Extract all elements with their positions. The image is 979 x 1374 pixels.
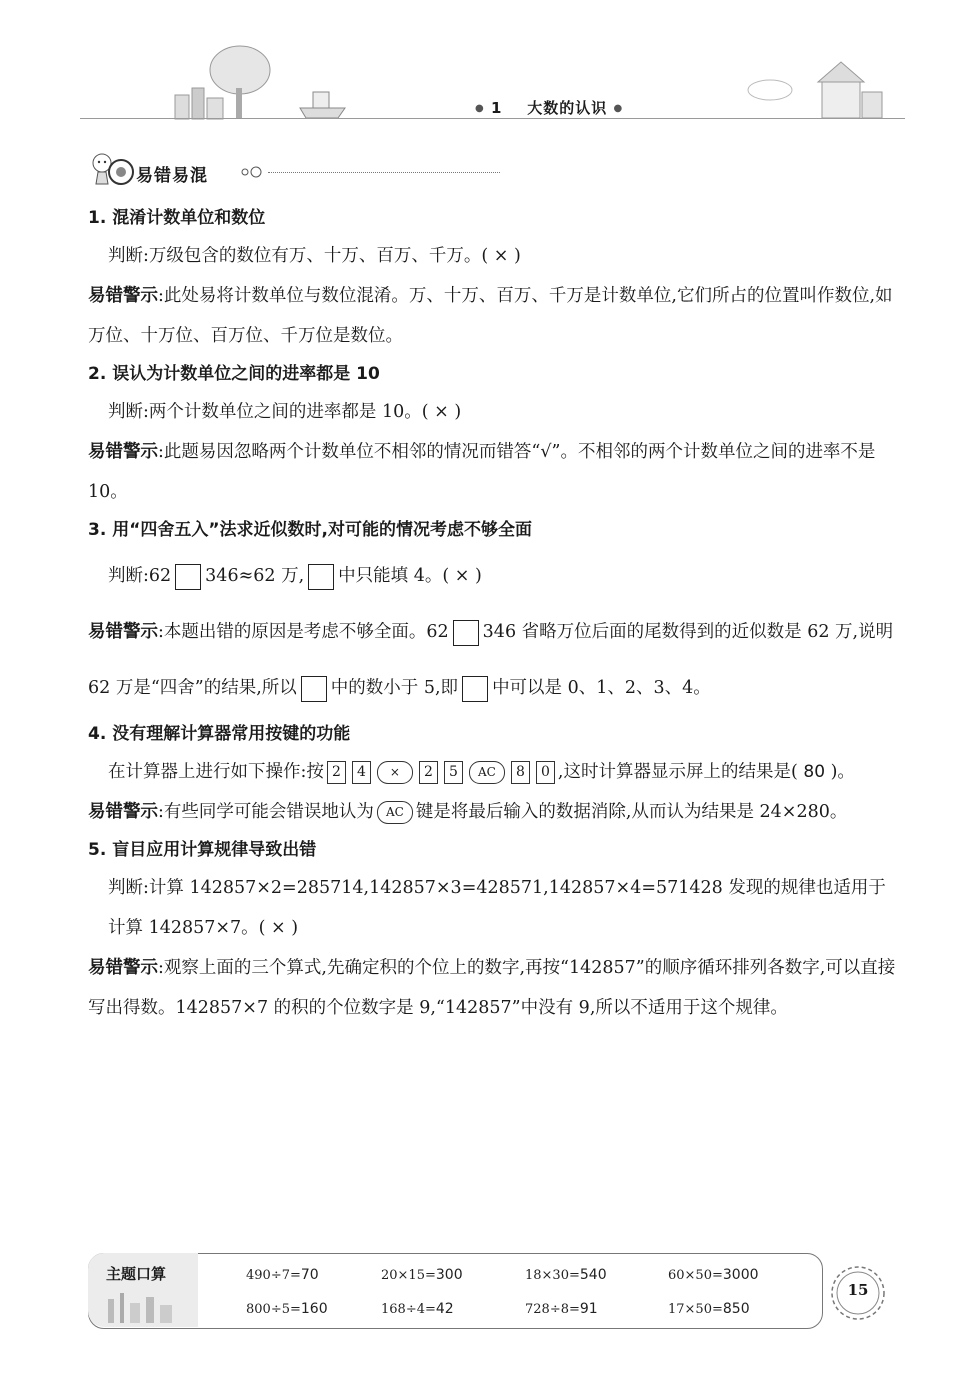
item-5-warning-text: :观察上面的三个算式,先确定积的个位上的数字,再按“142857”的顺序循环排列各数字,可以直接写出得数。142857×7 的积的个位数字是 9,“142857”中没有 9,所以不适用于这个规律。	[88, 958, 896, 1018]
calc-problem: 800÷5=160	[246, 1301, 328, 1317]
warning-label: 易错警示	[88, 286, 158, 306]
blank-box	[308, 564, 334, 590]
section-label	[88, 150, 508, 190]
calc-problem: 18×30=540	[525, 1267, 607, 1283]
item-5-warning	[88, 948, 903, 1028]
item-3-judgment-a: 判断:62	[108, 566, 172, 586]
item-4-question-c: )。	[830, 762, 855, 782]
chapter-title: 大数的认识	[527, 99, 608, 117]
bullet-icon: ●	[613, 103, 624, 114]
item-3-judgment-c: 中只能填 4。( × )	[338, 566, 482, 586]
chapter-heading	[475, 97, 623, 118]
item-3-judgment	[88, 548, 903, 604]
page-number: 15	[847, 1281, 869, 1299]
calc-key: 2	[327, 761, 346, 784]
item-2-warning-text: :此题易因忽略两个计数单位不相邻的情况而错答“√”。不相邻的两个计数单位之间的进率不是 10。	[88, 442, 876, 502]
warning-label: 易错警示	[88, 802, 158, 822]
blank-box	[462, 676, 488, 702]
item-5-title: 5. 盲目应用计算规律导致出错	[88, 840, 317, 860]
calc-problem: 490÷7=70	[246, 1267, 319, 1283]
item-3-warning-d: 中可以是 0、1、2、3、4。	[492, 678, 711, 698]
footer-tab	[88, 1253, 198, 1327]
item-2-judgment: 判断:两个计数单位之间的进率都是 10。( × )	[108, 402, 462, 422]
header-rule	[80, 118, 905, 119]
item-4-question	[88, 752, 903, 792]
item-4-question-b: ,这时计算器显示屏上的结果是(	[557, 762, 798, 782]
warning-label: 易错警示	[88, 622, 158, 642]
item-4-title: 4. 没有理解计算器常用按键的功能	[88, 724, 351, 744]
footer-title: 主题口算	[106, 1265, 167, 1283]
calc-key-ac: AC	[377, 801, 413, 824]
calc-key: 5	[444, 761, 463, 784]
calc-key: 4	[352, 761, 371, 784]
item-4-question-a: 在计算器上进行如下操作:按	[108, 762, 324, 782]
calc-problem: 728÷8=91	[525, 1301, 598, 1317]
item-1-warning-text: :此处易将计数单位与数位混淆。万、十万、百万、千万是计数单位,它们所占的位置叫作数位,如万位、十万位、百万位、千万位是数位。	[88, 286, 893, 346]
item-2-warning	[88, 432, 903, 512]
calc-key: 8	[511, 761, 530, 784]
chapter-number: 1	[490, 99, 503, 117]
item-4-warning	[88, 792, 903, 832]
item-4-warning-b: 键是将最后输入的数据消除,从而认为结果是 24×280。	[415, 802, 848, 822]
blank-box	[453, 620, 479, 646]
calc-key-multiply: ×	[377, 761, 413, 784]
item-3-judgment-b: 346≈62 万,	[205, 566, 305, 586]
item-3-warning-c: 中的数小于 5,即	[330, 678, 459, 698]
item-1-judgment: 判断:万级包含的数位有万、十万、百万、千万。( × )	[108, 246, 521, 266]
calc-key: 2	[419, 761, 438, 784]
item-1-title: 1. 混淆计数单位和数位	[88, 208, 266, 228]
calc-problem: 17×50=850	[668, 1301, 750, 1317]
section-title: 易错易混	[136, 166, 208, 186]
warning-label: 易错警示	[88, 442, 158, 462]
circle-ornament-icon	[240, 166, 264, 178]
warning-label: 易错警示	[88, 958, 158, 978]
item-3-warning-b: 346 省略万位后面的尾数得到的近似数是 62 万,说明 62 万是“四舍”的结果,所以	[88, 622, 894, 698]
page-number-badge	[827, 1262, 889, 1324]
footer-panel	[88, 1253, 823, 1329]
section-dotted-rule	[268, 172, 500, 173]
bullet-icon: ●	[475, 103, 485, 114]
item-3-title: 3. 用“四舍五入”法求近似数时,对可能的情况考虑不够全面	[88, 520, 533, 540]
content-area	[88, 200, 903, 1028]
blank-box	[301, 676, 327, 702]
item-1-warning	[88, 276, 903, 356]
calc-problem: 168÷4=42	[381, 1301, 454, 1317]
calc-key: 0	[536, 761, 555, 784]
item-2-title: 2. 误认为计数单位之间的进率都是 10	[88, 364, 380, 384]
item-5-judgment: 判断:计算 142857×2=285714,142857×3=428571,142857×4=571428 发现的规律也适用于计算 142857×7。( × )	[108, 878, 886, 938]
skyline-icon	[98, 1289, 188, 1325]
page-header	[0, 0, 979, 140]
calc-problem: 60×50=3000	[668, 1267, 759, 1283]
item-4-warning-a: :有些同学可能会错误地认为	[158, 802, 374, 822]
cartoon-kid-icon	[88, 150, 134, 190]
blank-box	[175, 564, 201, 590]
footer-border	[88, 1253, 823, 1329]
item-3-warning-a: :本题出错的原因是考虑不够全面。62	[158, 622, 449, 642]
calc-key-ac: AC	[469, 761, 505, 784]
item-4-answer: 80	[803, 762, 826, 782]
item-3-warning	[88, 604, 903, 716]
calc-problem: 20×15=300	[381, 1267, 463, 1283]
